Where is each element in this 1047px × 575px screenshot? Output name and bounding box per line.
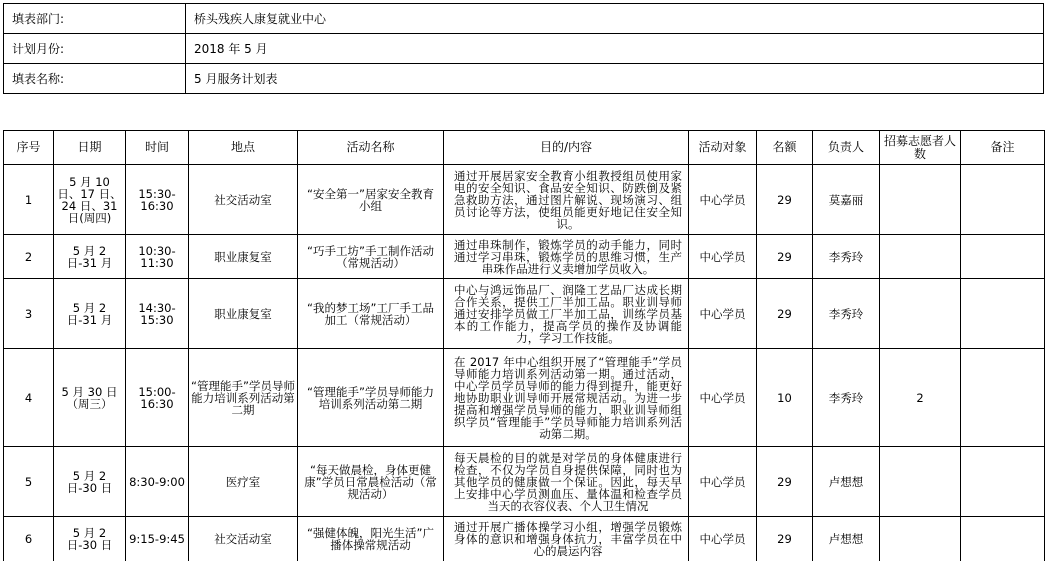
cell-owner: 李秀玲 [813,235,880,279]
cell-quota: 10 [757,349,813,447]
cell-target: 中心学员 [689,279,757,349]
cell-activity: “我的梦工场”工厂手工品加工（常规活动） [298,279,444,349]
cell-seq: 4 [4,349,54,447]
cell-seq: 3 [4,279,54,349]
cell-content: 通过串珠制作，锻炼学员的动手能力，同时通过学习串珠，锻炼学员的思维习惯，生产串珠作品进行义卖增加学员收入。 [444,235,689,279]
cell-time: 15:30-16:30 [126,165,189,235]
cell-owner: 李秀玲 [813,349,880,447]
cell-owner: 李秀玲 [813,279,880,349]
header-owner: 负责人 [813,131,880,165]
cell-volunteers [880,235,961,279]
cell-place: 社交活动室 [189,165,298,235]
table-row [4,349,1045,447]
cell-quota: 29 [757,447,813,517]
cell-remarks [961,279,1045,349]
cell-activity: “巧手工坊”手工制作活动（常规活动） [298,235,444,279]
cell-place: 职业康复室 [189,235,298,279]
cell-quota: 29 [757,517,813,561]
cell-place: 医疗室 [189,447,298,517]
cell-content: 通过开展广播体操学习小组，增强学员锻炼身体的意识和增强身体抗力，丰富学员在中心的晨运内容 [444,517,689,561]
cell-owner: 卢想想 [813,517,880,561]
info-row-dept [4,4,1044,34]
cell-quota: 29 [757,165,813,235]
header-time: 时间 [126,131,189,165]
header-quota: 名额 [757,131,813,165]
table-row [4,447,1045,517]
cell-activity: “每天做晨检，身体更健康”学员日常晨检活动（常规活动） [298,447,444,517]
month-label: 计划月份: [4,34,186,64]
header-row [4,131,1045,165]
table-row [4,517,1045,561]
header-target: 活动对象 [689,131,757,165]
cell-time: 14:30-15:30 [126,279,189,349]
cell-date: 5 月 2 日-31 月 [54,235,126,279]
form-info-table [3,3,1044,94]
cell-target: 中心学员 [689,235,757,279]
cell-place: 职业康复室 [189,279,298,349]
month-value: 2018 年 5 月 [186,34,1044,64]
cell-seq: 2 [4,235,54,279]
table-row [4,279,1045,349]
header-volunteers: 招募志愿者人数 [880,131,961,165]
cell-volunteers [880,447,961,517]
info-row-form [4,64,1044,94]
cell-activity: “管理能手”学员导师能力培训系列活动第二期 [298,349,444,447]
header-place: 地点 [189,131,298,165]
cell-remarks [961,447,1045,517]
header-remarks: 备注 [961,131,1045,165]
cell-volunteers [880,165,961,235]
cell-target: 中心学员 [689,517,757,561]
dept-value: 桥头残疾人康复就业中心 [186,4,1044,34]
cell-volunteers: 2 [880,349,961,447]
cell-target: 中心学员 [689,165,757,235]
cell-owner: 卢想想 [813,447,880,517]
cell-place: “管理能手”学员导师能力培训系列活动第二期 [189,349,298,447]
cell-content: 通过开展居家安全教育小组教授组员使用家电的安全知识、食品安全知识、防跌倒及紧急救助方法，通过图片解说、现场演习、组员讨论等方法，使组员能更好地记住安全知识。 [444,165,689,235]
cell-content: 中心与鸿远饰品厂、润隆工艺品厂达成长期合作关系，提供工厂半加工品。职业训导师通过安排学员做工厂半加工品，训练学员基本的工作能力，提高学员的操作及协调能力，学习工作技能。 [444,279,689,349]
header-activity: 活动名称 [298,131,444,165]
cell-date: 5 月 10 日、17 日、24 日、31 日(周四) [54,165,126,235]
cell-time: 8:30-9:00 [126,447,189,517]
cell-activity: “安全第一”居家安全教育小组 [298,165,444,235]
cell-date: 5 月 2 日-30 日 [54,447,126,517]
table-row [4,165,1045,235]
cell-remarks [961,165,1045,235]
cell-date: 5 月 2 日-31 月 [54,279,126,349]
cell-content: 每天晨检的目的就是对学员的身体健康进行检查，不仅为学员自身提供保障，同时也为其他学员的健康做一个保证。因此，每天早上安排中心学员测血压、量体温和检查学员当天的衣容仪表、个人卫生情况 [444,447,689,517]
table-row [4,235,1045,279]
cell-target: 中心学员 [689,349,757,447]
form-name-value: 5 月服务计划表 [186,64,1044,94]
cell-target: 中心学员 [689,447,757,517]
cell-volunteers [880,279,961,349]
cell-quota: 29 [757,279,813,349]
cell-date: 5 月 30 日（周三） [54,349,126,447]
cell-seq: 5 [4,447,54,517]
header-date: 日期 [54,131,126,165]
cell-remarks [961,517,1045,561]
header-content: 目的/内容 [444,131,689,165]
cell-quota: 29 [757,235,813,279]
cell-activity: “强健体魄，阳光生活”广播体操常规活动 [298,517,444,561]
service-plan-table [3,130,1045,561]
cell-content: 在 2017 年中心组织开展了“管理能手”学员导师能力培训系列活动第一期。通过活动，中心学员学员导师的能力得到提升，能更好地协助职业训导师开展常规活动。为进一步提高和增强学员导师的能力，职业训导师组织学员“管理能手”学员导师能力培训系列活动第二期。 [444,349,689,447]
cell-place: 社交活动室 [189,517,298,561]
cell-volunteers [880,517,961,561]
cell-time: 10:30-11:30 [126,235,189,279]
cell-remarks [961,349,1045,447]
cell-time: 15:00-16:30 [126,349,189,447]
cell-owner: 莫嘉丽 [813,165,880,235]
cell-seq: 1 [4,165,54,235]
header-seq: 序号 [4,131,54,165]
cell-date: 5 月 2 日-30 日 [54,517,126,561]
cell-time: 9:15-9:45 [126,517,189,561]
cell-seq: 6 [4,517,54,561]
form-name-label: 填表名称: [4,64,186,94]
dept-label: 填表部门: [4,4,186,34]
cell-remarks [961,235,1045,279]
info-row-month [4,34,1044,64]
